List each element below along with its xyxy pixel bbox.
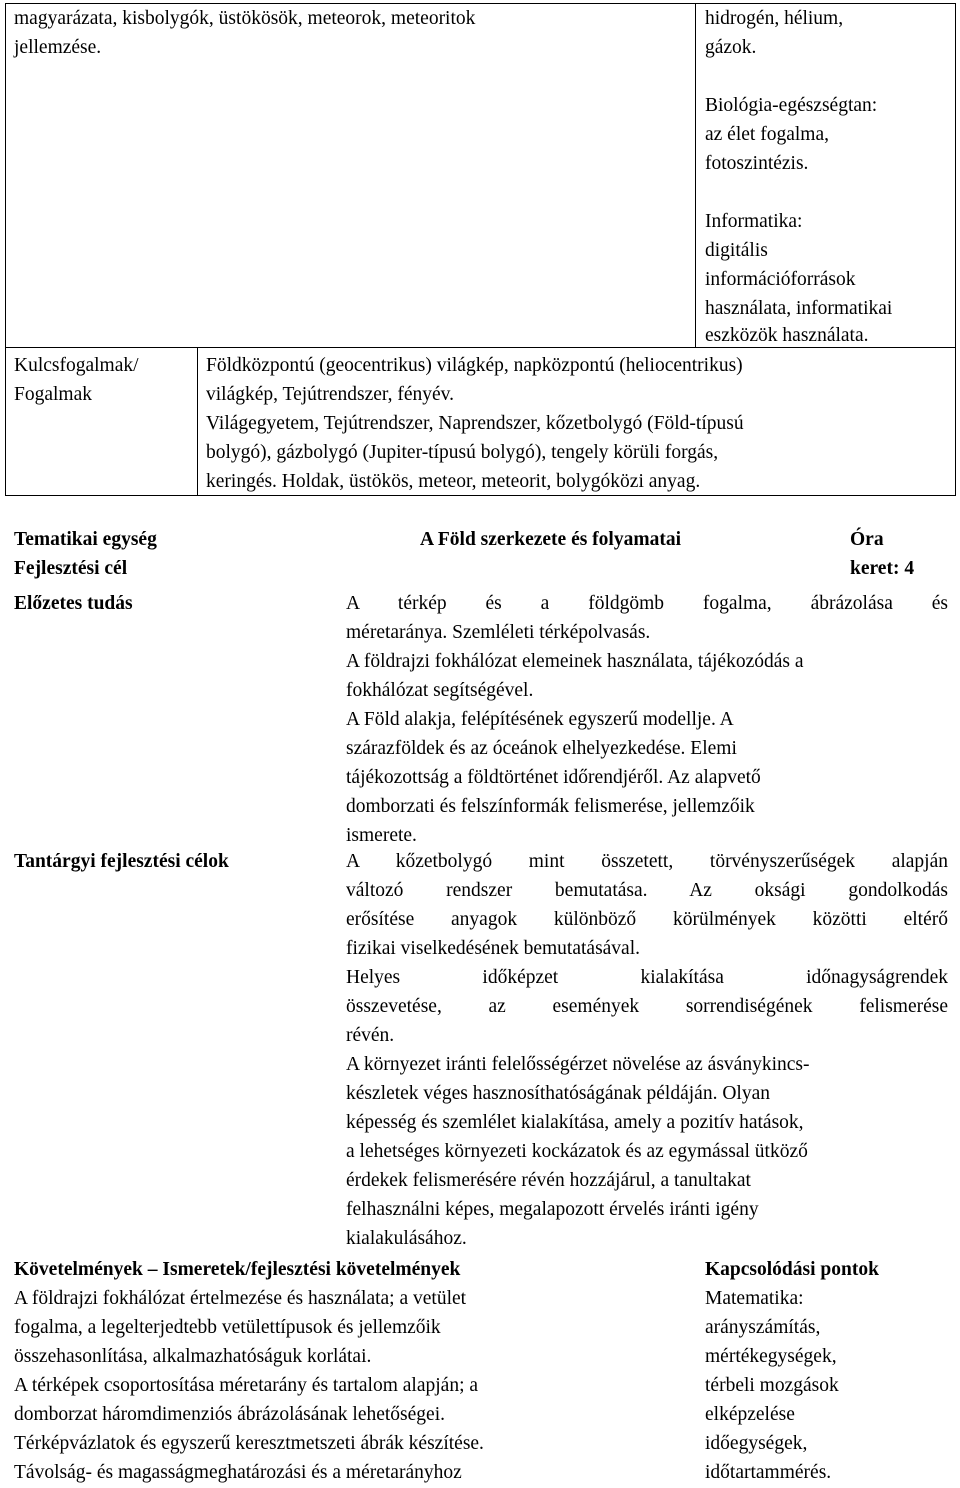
t1-divider-vert-left [197,347,198,496]
kulcsfogalmak-label: Kulcsfogalmak/ Fogalmak [14,355,139,405]
kovetelmenyek-text: A földrajzi fokhálózat értelmezése és használata; a vetület fogalma, a legelterjedtebb vetülettípusok és jellemzőik összehasonlítása, alkalmazhatóságuk korlátai. A térképek csoportosítása méretarány és tartalom alapján; a domborzat háromdimenziós ábrázolásának lehetőségei. Térképvázlatok és egyszerű keresztmetszeti ábrák készítése. Távolság- és magasságmeghatározási és a méretarányhoz [14,1288,484,1483]
t1-border-right [955,3,956,496]
elozetes-tudas-label: Előzetes tudás [14,593,133,614]
t1-border-left [5,3,6,496]
t1-right-text: hidrogén, hélium, gázok. Biológia-egészségtan: az élet fogalma, fotoszintézis. Informatika: digitális információforrások használata, informatikai eszközök használata. [705,8,893,346]
kapcsolodasi-pontok-label: Kapcsolódási pontok [705,1259,879,1280]
t1-left-text: magyarázata, kisbolygók, üstökösök, meteorok, meteoritok jellemzése. [14,8,476,58]
fejlesztesi-celok-text: A kőzetbolygó mint összetett, törvényszerűségek alapján változó rendszer bemutatása. Az oksági gondolkodás erősítése anyagok különböző körülmények közötti eltérő fizikai viselkedésének bemutatásával. Helyes időképzet kialakítása időnagyságrendek összevetése, az események sorrendiségének felismerése révén. A környezet iránti felelősségérzet növelése az ásványkincs- készletek véges hasznosíthatóságának példáján. Olyan képesség és szemlélet kialakítása, amely a pozitív hatások, a lehetséges környezeti kockázatok és az egymással ütköző érdekek felismerésére révén hozzájárul, a tanultakat felhasználni képes, megalapozott érvelés iránti igény kialakulásához. [346,851,948,1249]
tematikai-egyseg-label: Tematikai egység Fejlesztési cél [14,529,157,579]
elozetes-tudas-text: A térkép és a földgömb fogalma, ábrázolása és méretaránya. Szemléleti térképolvasás. A földrajzi fokhálózat elemeinek használata, tájékozódás a fokhálózat segítségével. A Föld alakja, felépítésének egyszerű modellje. A szárazföldek és az óceánok elhelyezkedése. Elemi tájékozottság a földtörténet időrendjéről. Az alapvető domborzati és felszínformák felismerése, jellemzőik ismerete. [346,593,948,846]
tematikai-egyseg-title: A Föld szerkezete és folyamatai [420,529,682,550]
kapcsolodasi-pontok-text: Matematika: arányszámítás, mértékegységek, térbeli mozgások elképzelése időegységek, időtartammérés. [705,1288,839,1483]
kulcsfogalmak-text: Földközpontú (geocentrikus) világkép, napközpontú (heliocentrikus) világkép, Tejútrendszer, fényév. Világegyetem, Tejútrendszer, Naprendszer, kőzetbolygó (Föld-típusú bolygó), gázbolygó (Jupiter-típusú bolygó), tengely körüli forgás, keringés. Holdak, üstökös, meteor, meteorit, bolygóközi anyag. [206,355,744,492]
kovetelmenyek-header: Követelmények – Ismeretek/fejlesztési követelmények [14,1259,461,1280]
t1-divider-vert-right [695,3,696,348]
ora-keret: Óra keret: 4 [850,529,915,579]
fejlesztesi-celok-label: Tantárgyi fejlesztési célok [14,851,229,872]
